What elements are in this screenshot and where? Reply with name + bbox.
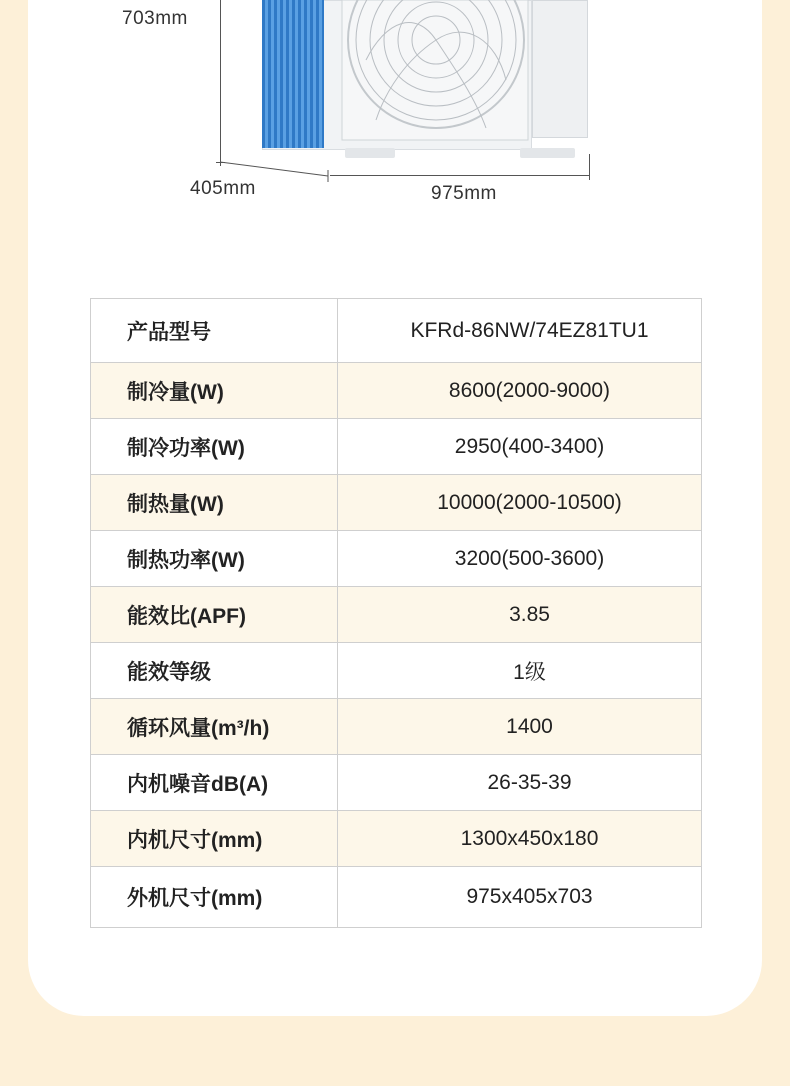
spec-label: 能效等级 [91, 643, 338, 699]
table-row [91, 299, 702, 363]
table-row [91, 643, 702, 699]
spec-value: 10000(2000-10500) [338, 475, 702, 531]
table-row [91, 867, 702, 928]
spec-label: 外机尺寸(mm) [91, 867, 338, 928]
spec-label: 制热量(W) [91, 475, 338, 531]
spec-label: 循环风量(m³/h) [91, 699, 338, 755]
spec-value: KFRd-86NW/74EZ81TU1 [338, 299, 702, 363]
depth-label: 405mm [190, 178, 256, 199]
fan-icon [336, 0, 536, 150]
spec-label: 内机噪音dB(A) [91, 755, 338, 811]
spec-value: 3200(500-3600) [338, 531, 702, 587]
width-dimension-line [330, 175, 590, 176]
width-label: 975mm [431, 183, 497, 204]
table-row [91, 475, 702, 531]
spec-value: 1300x450x180 [338, 811, 702, 867]
spec-value: 8600(2000-9000) [338, 363, 702, 419]
spec-label: 制冷量(W) [91, 363, 338, 419]
spec-value: 2950(400-3400) [338, 419, 702, 475]
unit-foot-left [345, 148, 395, 158]
table-row [91, 811, 702, 867]
spec-label: 制冷功率(W) [91, 419, 338, 475]
spec-label: 产品型号 [91, 299, 338, 363]
spec-value: 26-35-39 [338, 755, 702, 811]
unit-side-panel [532, 0, 588, 138]
spec-label: 能效比(APF) [91, 587, 338, 643]
spec-value: 975x405x703 [338, 867, 702, 928]
unit-foot-right [520, 148, 575, 158]
height-dimension-line [220, 0, 221, 166]
spec-value: 1级 [338, 643, 702, 699]
table-row [91, 419, 702, 475]
table-row [91, 755, 702, 811]
table-row [91, 363, 702, 419]
table-row [91, 531, 702, 587]
spec-value: 1400 [338, 699, 702, 755]
spec-label: 内机尺寸(mm) [91, 811, 338, 867]
spec-label: 制热功率(W) [91, 531, 338, 587]
height-label: 703mm [122, 8, 188, 29]
table-row [91, 587, 702, 643]
unit-side-grille [262, 0, 324, 148]
table-row [91, 699, 702, 755]
spec-table [90, 298, 702, 928]
spec-value: 3.85 [338, 587, 702, 643]
width-dimension-tick [589, 154, 590, 180]
